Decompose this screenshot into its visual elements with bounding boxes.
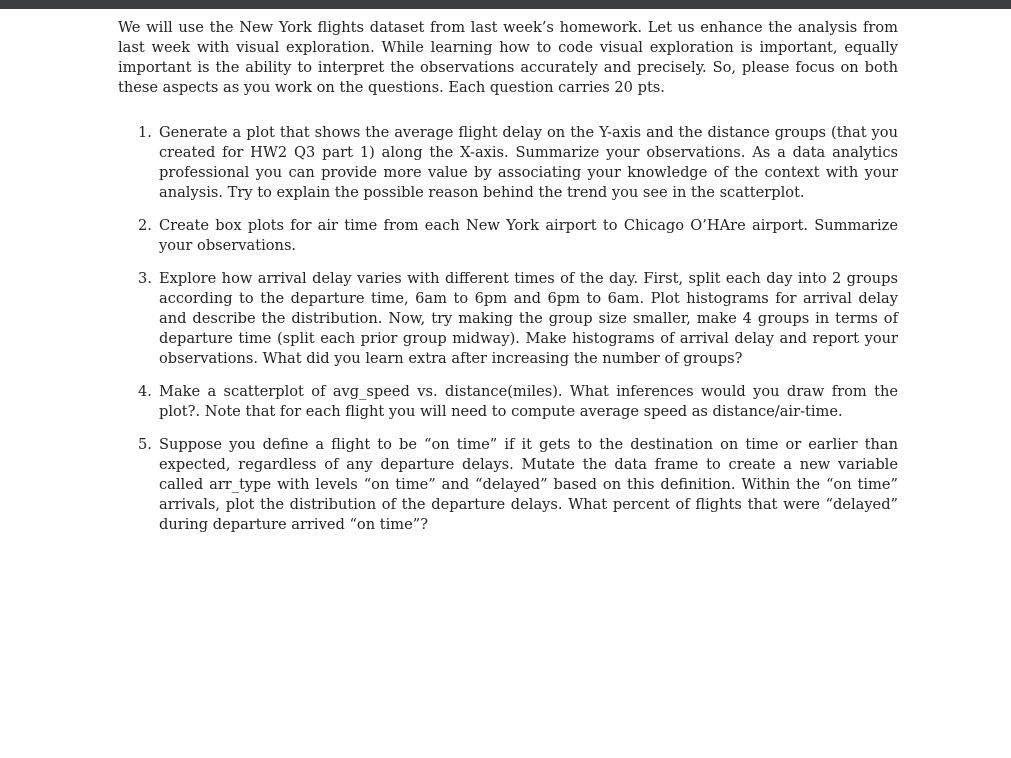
question-item	[118, 269, 898, 369]
question-text: Create box plots for air time from each New York airport to Chicago O’HAre airport. Summarize your observations.	[159, 217, 898, 254]
question-text: Suppose you define a flight to be “on time” if it gets to the destination on time or earlier than expected, regardless of any departure delays. Mutate the data frame to create a new variable called arr_type with levels “on time” and “delayed” based on this definition. Within the “on time” arrivals, plot the distribution of the departure delays. What percent of flights that were “delayed” during departure arrived “on time”?	[159, 436, 898, 533]
question-text: Explore how arrival delay varies with different times of the day. First, split each day into 2 groups according to the departure time, 6am to 6pm and 6pm to 6am. Plot histograms for arrival delay and describe the distribution. Now, try making the group size smaller, make 4 groups in terms of departure time (split each prior group midway). Make histograms of arrival delay and report your observations. What did you learn extra after increasing the number of groups?	[159, 270, 898, 367]
question-text: Generate a plot that shows the average flight delay on the Y-axis and the distance groups (that you created for HW2 Q3 part 1) along the X-axis. Summarize your observations. As a data analytics professional you can provide more value by associating your knowledge of the context with your analysis. Try to explain the possible reason behind the trend you see in the scatterplot.	[159, 124, 898, 201]
document-body	[118, 18, 898, 548]
question-number: 1.	[138, 124, 152, 141]
question-item	[118, 123, 898, 203]
question-text: Make a scatterplot of avg_speed vs. distance(miles). What inferences would you draw from the plot?. Note that for each flight you will need to compute average speed as distance/air-time.	[159, 383, 898, 420]
question-number: 3.	[138, 270, 152, 287]
question-item	[118, 435, 898, 535]
question-list	[118, 123, 898, 535]
question-number: 2.	[138, 217, 152, 234]
question-number: 4.	[138, 383, 152, 400]
question-item	[118, 216, 898, 256]
document-page	[0, 9, 1011, 758]
question-item	[118, 382, 898, 422]
viewer-top-bar	[0, 0, 1011, 9]
question-number: 5.	[138, 436, 152, 453]
intro-paragraph: We will use the New York flights dataset from last week’s homework. Let us enhance the analysis from last week with visual exploration. While learning how to code visual exploration is important, equally important is the ability to interpret the observations accurately and precisely. So, please focus on both these aspects as you work on the questions. Each question carries 20 pts.	[118, 19, 898, 96]
